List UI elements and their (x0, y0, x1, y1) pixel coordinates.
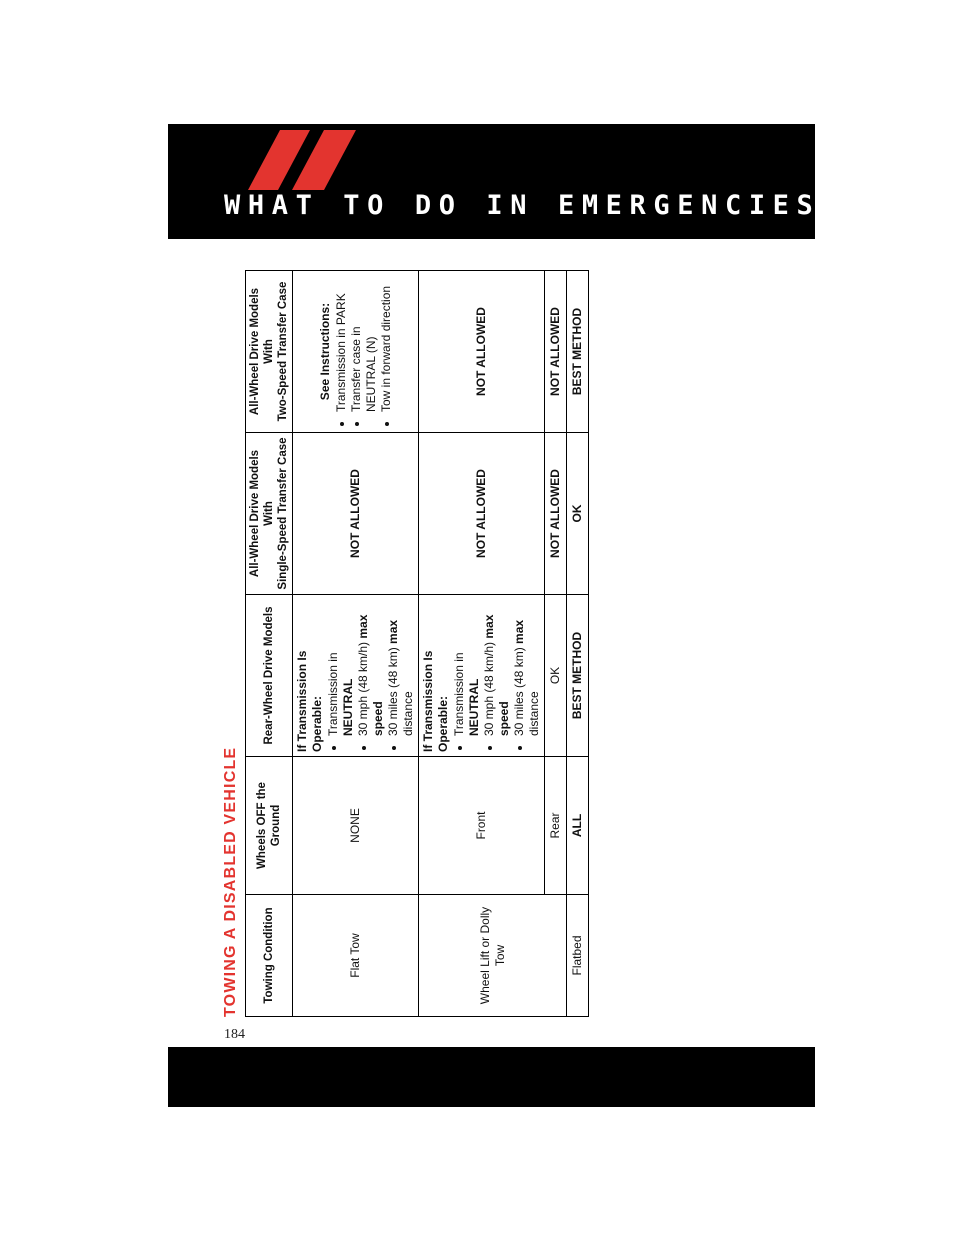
list-item: • 30 miles (48 km) max distance (512, 599, 542, 736)
cell-flat-tow-awd-single: NOT ALLOWED (293, 433, 419, 595)
header-awd-single-line2: Single-Speed Transfer Case (277, 437, 289, 590)
cell-wheel-lift-rear-wheels: Rear (545, 757, 567, 895)
cell-flatbed-rwd: BEST METHOD (567, 595, 589, 757)
table-row-wheel-lift-front (419, 271, 545, 1017)
header-awd-single-line1: All-Wheel Drive Models With (249, 449, 275, 578)
cell-flatbed-condition: Flatbed (567, 895, 589, 1017)
cell-flat-tow-wheels: NONE (293, 757, 419, 895)
rwd-instructions (295, 599, 416, 752)
header-awd-single-speed (246, 433, 293, 595)
cell-flatbed-awd-two: BEST METHOD (567, 271, 589, 433)
section-title: TOWING A DISABLED VEHICLE (222, 746, 239, 1017)
list-item: • Transmission in NEUTRAL (326, 599, 356, 736)
header-awd-two-line1: All-Wheel Drive Models With (249, 287, 275, 416)
cell-flatbed-wheels: ALL (567, 757, 589, 895)
chapter-title: WHAT TO DO IN EMERGENCIES (224, 190, 821, 221)
brand-stripes-logo (248, 130, 358, 190)
towing-table (245, 270, 589, 1017)
instructions-list (326, 599, 416, 752)
table-header-row (246, 271, 293, 1017)
page-number: 184 (224, 1027, 245, 1042)
header-wheels-off-ground: Wheels OFF the Ground (246, 757, 293, 895)
cell-wheel-lift-front-wheels: Front (419, 757, 545, 895)
header-awd-two-line2: Two-Speed Transfer Case (277, 281, 289, 422)
cell-wheel-lift-rear-awd-two: NOT ALLOWED (545, 271, 567, 433)
chapter-header-band (168, 124, 821, 239)
list-item: • 30 mph (48 km/h) max speed (482, 599, 512, 736)
cell-wheel-lift-front-awd-two: NOT ALLOWED (419, 271, 545, 433)
cell-wheel-lift-condition: Wheel Lift or Dolly Tow (419, 895, 567, 1017)
awd-two-instructions (318, 275, 394, 428)
towing-section (218, 271, 584, 1017)
list-item: • 30 miles (48 km) max distance (386, 599, 416, 736)
cell-wheel-lift-rear-rwd: OK (545, 595, 567, 757)
header-rwd-models: Rear-Wheel Drive Models (246, 595, 293, 757)
footer-band (168, 1047, 815, 1107)
rwd-instructions (421, 599, 542, 752)
cell-flat-tow-condition: Flat Tow (293, 895, 419, 1017)
cell-flatbed-awd-single: OK (567, 433, 589, 595)
instructions-heading: See Instructions: (317, 302, 332, 401)
header-awd-two-speed (246, 271, 293, 433)
cell-wheel-lift-front-awd-single: NOT ALLOWED (419, 433, 545, 595)
list-item: • Transmission in PARK (334, 275, 349, 412)
cell-wheel-lift-rear-awd-single: NOT ALLOWED (545, 433, 567, 595)
list-item: • Tow in forward direction (379, 275, 394, 412)
list-item: • 30 mph (48 km/h) max speed (356, 599, 386, 736)
instructions-list (452, 599, 542, 752)
list-item: • Transmission in NEUTRAL (452, 599, 482, 736)
cell-wheel-lift-front-rwd (419, 595, 545, 757)
instructions-heading: If Transmission Is Operable: (421, 650, 450, 752)
header-towing-condition: Towing Condition (246, 895, 293, 1017)
table-row-flatbed (567, 271, 589, 1017)
instructions-heading: If Transmission Is Operable: (295, 650, 324, 752)
instructions-list (334, 275, 394, 428)
table-row-flat-tow (293, 271, 419, 1017)
list-item: • Transfer case in NEUTRAL (N) (349, 275, 379, 412)
cell-flat-tow-rwd (293, 595, 419, 757)
cell-flat-tow-awd-two (293, 271, 419, 433)
